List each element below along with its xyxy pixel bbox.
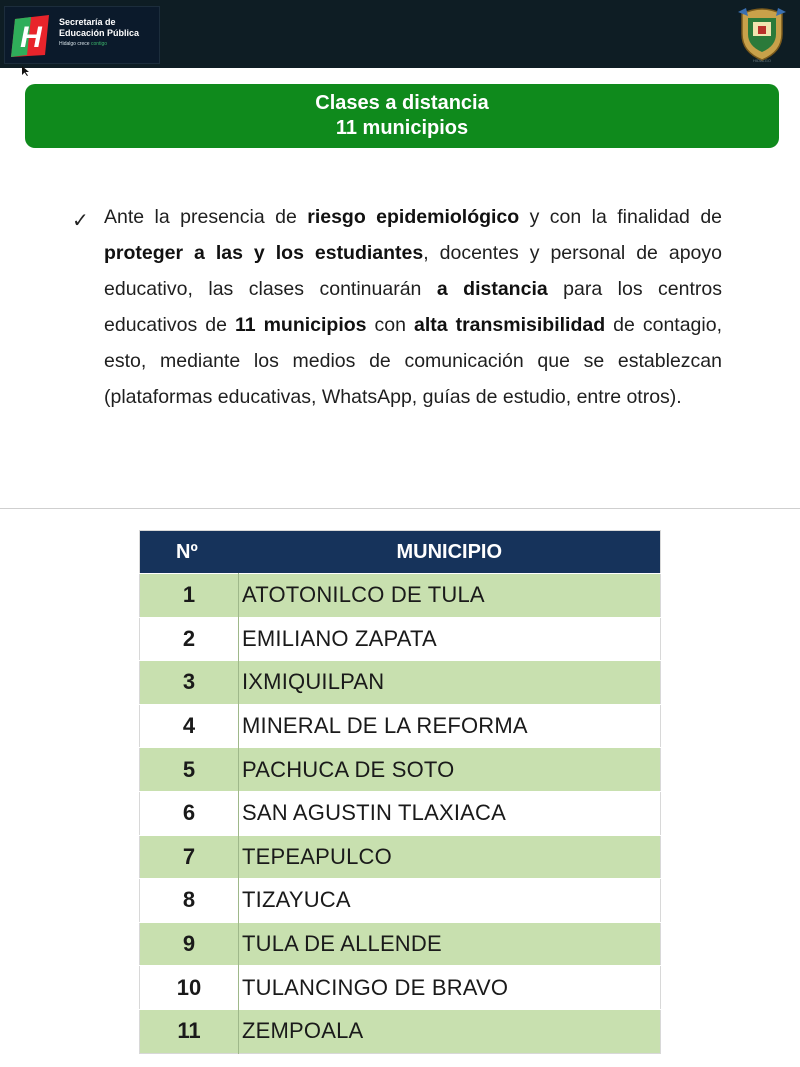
para-bold-1: riesgo epidemiológico (307, 206, 520, 228)
row-number: 7 (140, 835, 239, 879)
banner-subtitle: 11 municipios (335, 117, 469, 139)
title-banner (25, 84, 779, 148)
section-divider (0, 508, 800, 509)
row-number: 10 (140, 966, 239, 1010)
row-municipio: MINERAL DE LA REFORMA (239, 704, 661, 748)
table-row (140, 748, 661, 792)
logo-sub-a: Hidalgo crece (59, 41, 90, 47)
logo-line2: Educación Pública (59, 28, 140, 38)
logo-title (59, 17, 139, 39)
svg-text:H: H (20, 21, 42, 54)
table-row (140, 791, 661, 835)
check-mark-icon: ✓ (72, 210, 89, 232)
row-number: 3 (140, 661, 239, 705)
row-number: 1 (140, 574, 239, 618)
logo-sub-b: contigo (90, 41, 108, 47)
row-number: 8 (140, 879, 239, 923)
para-text-1: Ante la presencia de (104, 206, 308, 228)
table-row (140, 922, 661, 966)
table-row (140, 966, 661, 1010)
para-text-6: de contagio, esto, mediante los medios de comunicación que se establezcan (plataformas educativas, WhatsApp, guías de estudio, entre otros). (104, 314, 722, 408)
table-row (140, 574, 661, 618)
table-row (140, 1009, 661, 1053)
seal-caption: HIDALGO (752, 58, 771, 63)
row-municipio: TIZAYUCA (239, 879, 661, 923)
para-bold-2: proteger a las y los estudiantes (104, 242, 424, 264)
row-number: 4 (140, 704, 239, 748)
para-text-5: con (366, 314, 414, 336)
row-number: 5 (140, 748, 239, 792)
row-municipio: PACHUCA DE SOTO (239, 748, 661, 792)
row-municipio: EMILIANO ZAPATA (239, 617, 661, 661)
row-number: 11 (140, 1009, 239, 1053)
top-header-bar (0, 0, 800, 68)
row-number: 9 (140, 922, 239, 966)
table-row (140, 835, 661, 879)
para-bold-3: a distancia (436, 278, 548, 300)
row-municipio: TEPEAPULCO (239, 835, 661, 879)
column-header-municipio: MUNICIPIO (239, 531, 661, 574)
state-seal-icon (736, 4, 788, 62)
table-header-row (140, 531, 661, 574)
row-number: 2 (140, 617, 239, 661)
hidalgo-h-logo-icon (11, 15, 51, 57)
para-bold-4: 11 municipios (234, 314, 367, 336)
row-municipio: TULA DE ALLENDE (239, 922, 661, 966)
para-bold-5: alta transmisibilidad (413, 314, 606, 336)
para-text-4: para los centros educativos de (104, 278, 722, 336)
row-municipio: ATOTONILCO DE TULA (239, 574, 661, 618)
table-row (140, 661, 661, 705)
table-body (140, 574, 661, 1054)
table-row (140, 704, 661, 748)
row-number: 6 (140, 791, 239, 835)
mouse-cursor-icon (22, 66, 30, 76)
row-municipio: ZEMPOALA (239, 1009, 661, 1053)
row-municipio: IXMIQUILPAN (239, 661, 661, 705)
para-text-3: , docentes y personal de apoyo educativo, las clases continuarán (104, 242, 722, 300)
table-row (140, 879, 661, 923)
logo-line1: Secretaría de (59, 17, 116, 27)
column-header-number: Nº (140, 531, 239, 574)
sep-logo (4, 6, 160, 64)
row-municipio: SAN AGUSTIN TLAXIACA (239, 791, 661, 835)
banner-title: Clases a distancia (315, 92, 489, 114)
para-text-2: y con la finalidad de (519, 206, 723, 228)
logo-subtitle (59, 41, 107, 47)
row-municipio: TULANCINGO DE BRAVO (239, 966, 661, 1010)
table-row (140, 617, 661, 661)
municipalities-table (139, 530, 661, 1054)
announcement-paragraph (104, 199, 722, 415)
